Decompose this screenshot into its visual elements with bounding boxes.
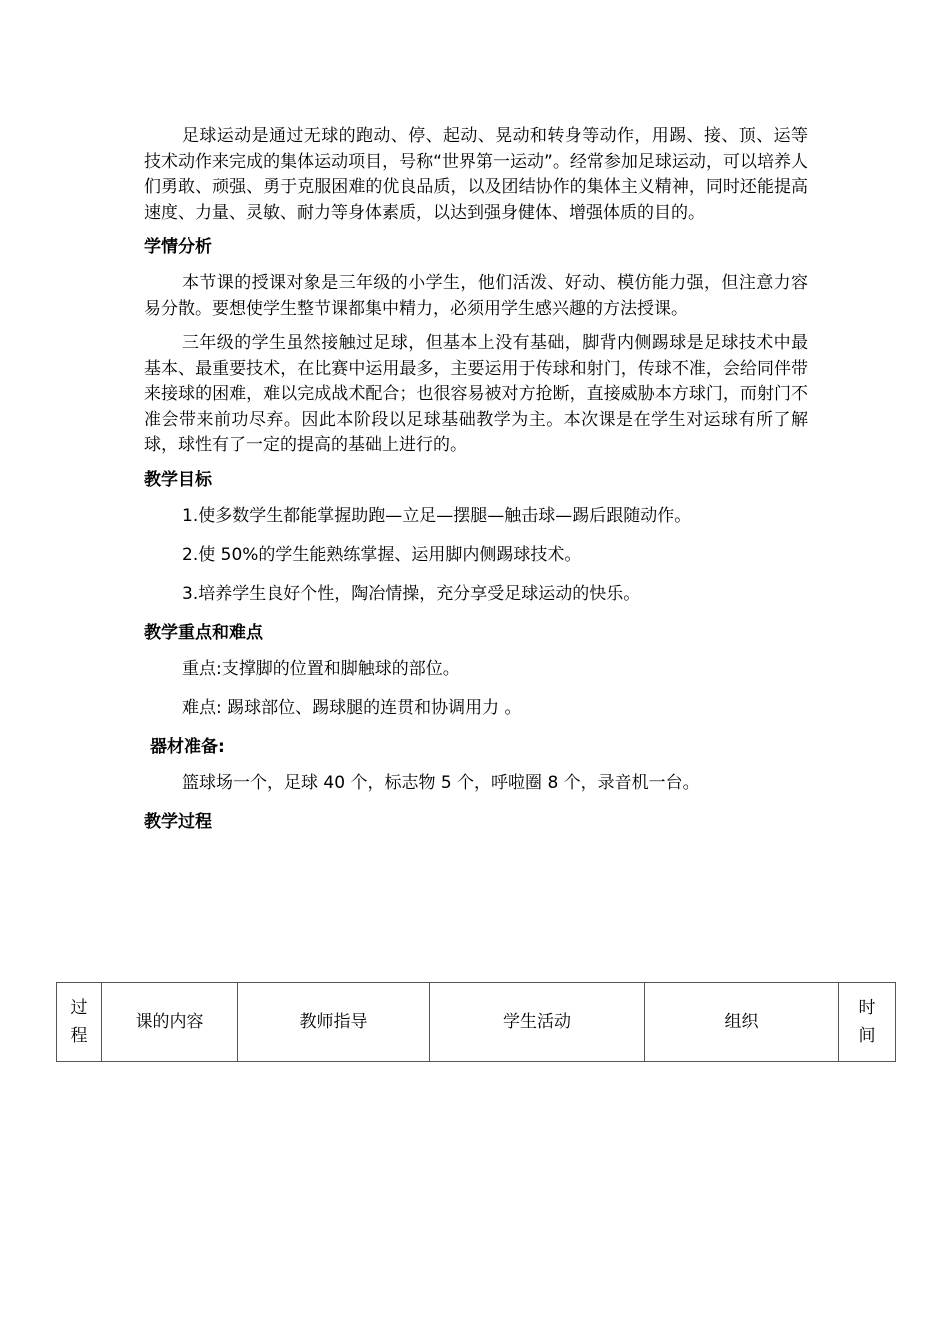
header-cell-time: 时间 <box>839 983 896 1062</box>
analysis-paragraph-1: 本节课的授课对象是三年级的小学生，他们活泼、好动、模仿能力强，但注意力容易分散。要想使学生整节课都集中精力，必须用学生感兴趣的方法授课。 <box>144 273 808 319</box>
difficulty-point: 难点: 踢球部位、踢球腿的连贯和协调用力 。 <box>182 697 522 718</box>
process-table <box>56 982 896 1062</box>
header-cell-student: 学生活动 <box>430 983 645 1062</box>
goal-item-3: 3.培养学生良好个性，陶冶情操，充分享受足球运动的快乐。 <box>182 583 641 604</box>
key-points-heading: 教学重点和难点 <box>144 622 263 643</box>
goals-heading: 教学目标 <box>144 469 212 490</box>
equipment-heading: 器材准备: <box>150 736 225 757</box>
header-cell-process: 过程 <box>57 983 102 1062</box>
header-cell-organization: 组织 <box>645 983 839 1062</box>
key-point: 重点:支撑脚的位置和脚触球的部位。 <box>182 658 460 679</box>
goal-item-1: 1.使多数学生都能掌握助跑—立足—摆腿—触击球—踢后跟随动作。 <box>182 505 692 526</box>
equipment-text: 篮球场一个，足球 40 个，标志物 5 个，呼啦圈 8 个，录音机一台。 <box>182 772 700 793</box>
header-cell-teacher: 教师指导 <box>238 983 430 1062</box>
document-body <box>144 124 808 846</box>
intro-paragraph: 足球运动是通过无球的跑动、停、起动、晃动和转身等动作，用踢、接、顶、运等技术动作来完成的集体运动项目，号称“世界第一运动”。经常参加足球运动，可以培养人们勇敢、顽强、勇于克服困难的优良品质，以及团结协作的集体主义精神，同时还能提高速度、力量、灵敏、耐力等身体素质，以达到强身健体、增强体质的目的。 <box>144 126 808 223</box>
analysis-paragraph-2: 三年级的学生虽然接触过足球，但基本上没有基础，脚背内侧踢球是足球技术中最基本、最重要技术，在比赛中运用最多，主要运用于传球和射门，传球不准，会给同伴带来接球的困难，难以完成战术配合；也很容易被对方抢断，直接威胁本方球门，而射门不准会带来前功尽弃。因此本阶段以足球基础教学为主。本次课是在学生对运球有所了解球，球性有了一定的提高的基础上进行的。 <box>144 333 808 455</box>
analysis-heading: 学情分析 <box>144 237 212 257</box>
header-cell-content: 课的内容 <box>102 983 238 1062</box>
table-header-row <box>57 983 896 1062</box>
process-heading: 教学过程 <box>144 811 212 832</box>
goal-item-2: 2.使 50%的学生能熟练掌握、运用脚内侧踢球技术。 <box>182 544 582 565</box>
